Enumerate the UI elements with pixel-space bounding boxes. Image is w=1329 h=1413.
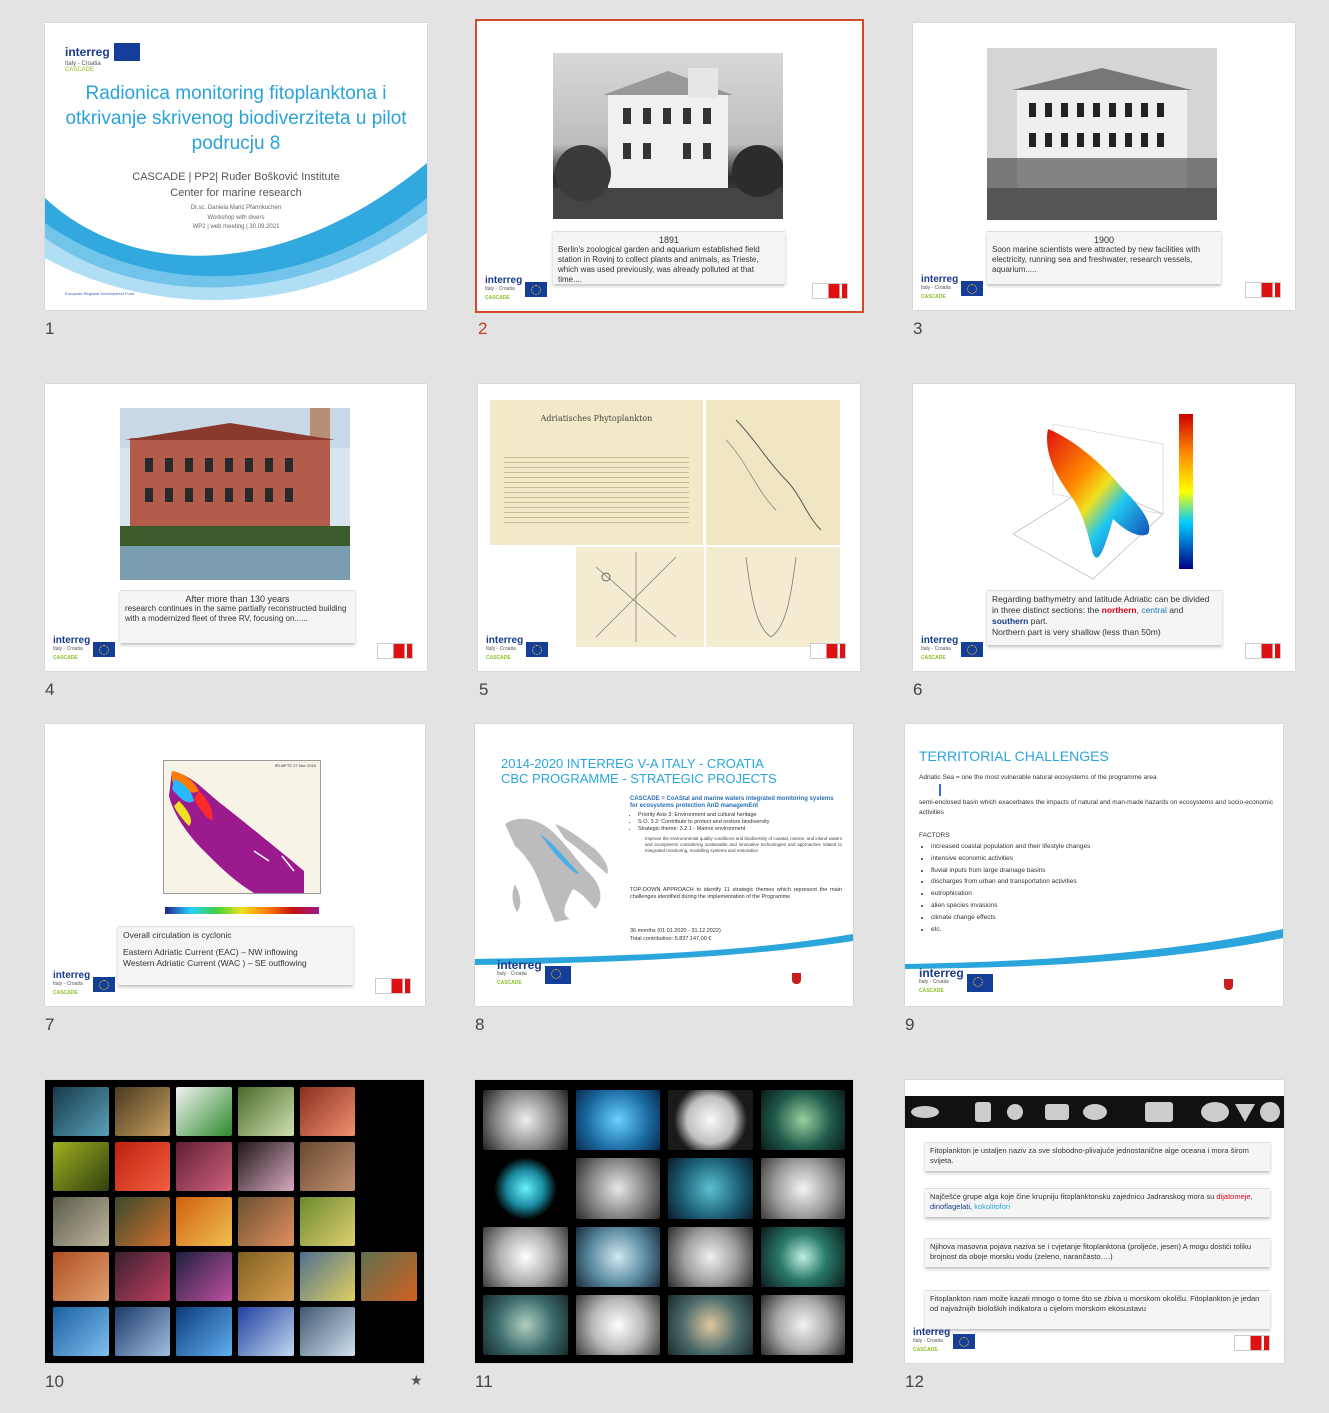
slide-thumbnail-3[interactable] bbox=[913, 23, 1295, 310]
slide-thumbnail-7[interactable] bbox=[45, 724, 425, 1006]
colorbar bbox=[1179, 414, 1193, 569]
rbi-logo-icon bbox=[812, 283, 848, 299]
body-text: Improve the environmental quality conditions and biodiversity of coastal, marine, and inland waters and ecosystems considering sustainable and innovative technologies and approaches related to integrated monitoring, modelling systems and restoration bbox=[645, 836, 842, 853]
coat-of-arms-icon bbox=[1224, 979, 1233, 990]
intro-line-2: semi-enclosed basin which exacerbates the impacts of natural and man-made hazards on ecosystems and socio-economic activities bbox=[919, 799, 1274, 816]
slide-title: TERRITORIAL CHALLENGES bbox=[919, 748, 1109, 764]
eu-flag-icon bbox=[525, 282, 547, 297]
text-box-3: Njihova masovna pojava naziva se i cvjetanje fitoplanktona (proljeće, jesen) A mogu dostići toliku brojnost da oboje morsku vodu (zeleno, narančasto….) bbox=[925, 1238, 1270, 1267]
photo-caption: 1891 Berlin's zoological garden and aquarium established field station in Rovinj to collect plants and animals, as Trieste, which was used previously, was already polluted at that time.... bbox=[553, 231, 785, 284]
eu-flag-icon bbox=[967, 974, 993, 992]
slide-thumbnail-1[interactable] bbox=[45, 23, 427, 310]
slide-thumbnail-6[interactable] bbox=[913, 384, 1295, 671]
slide-thumbnail-12[interactable] bbox=[905, 1080, 1284, 1363]
photo-caption: 1900 Soon marine scientists were attracted by new facilities with electricity, running sea and freshwater, research vessels, aquarium..... bbox=[987, 231, 1221, 284]
slide-number: 4 bbox=[45, 680, 55, 699]
slide-thumbnail-11[interactable] bbox=[475, 1080, 853, 1363]
interreg-logo: interreg Italy - Croatia CASCADE bbox=[53, 636, 115, 663]
wave-decoration bbox=[905, 924, 1283, 969]
project-title: CASCADE = CoAStal and marine waters integrated monitoring systems for ecosystems protection AnD managemEnt bbox=[630, 796, 834, 809]
slide-number: 1 bbox=[45, 319, 55, 338]
slide-caption: Regarding bathymetry and latitude Adriatic can be divided in three distinct sections: the northern, central and southern part. Northern part is very shallow (less than 50m) bbox=[987, 590, 1222, 645]
eu-flag-icon bbox=[114, 43, 140, 61]
institute-building-photo bbox=[120, 408, 350, 580]
slide-subtitle-2: Center for marine research bbox=[170, 187, 302, 199]
map-colorbar bbox=[165, 907, 319, 914]
sst-map: IRI-MFTC 27 Nov 2015 bbox=[163, 760, 321, 894]
slide-number: 9 bbox=[905, 1015, 915, 1034]
rbi-logo-icon bbox=[375, 978, 411, 994]
plankton-drawing-1 bbox=[576, 547, 704, 647]
text-block bbox=[504, 453, 689, 523]
eu-flag-icon bbox=[93, 642, 115, 657]
footer-text: European Regional Development Fund bbox=[65, 291, 135, 296]
rbi-logo-icon bbox=[1245, 643, 1281, 659]
slide-number: 11 bbox=[475, 1372, 493, 1391]
text-box-4: Fitoplankton nam može kazati mnogo o tome što se zbiva u morskom okolišu. Fitoplankton je jedan od najvažnijih bioloških indikatora u cijelom morskom ekosustavu bbox=[925, 1290, 1270, 1329]
slide-number: 5 bbox=[479, 680, 489, 699]
interreg-logo: interreg Italy - Croatia CASCADE bbox=[921, 636, 983, 663]
slide-number: 6 bbox=[913, 680, 923, 699]
interreg-logo: interreg Italy - Croatia CASCADE bbox=[921, 275, 983, 302]
interreg-logo: interreg Italy - Croatia CASCADE bbox=[919, 969, 993, 996]
slide-title: 2014-2020 INTERREG V-A ITALY - CROATIA bbox=[501, 756, 764, 771]
rbi-logo-icon bbox=[810, 643, 846, 659]
factors-list: • increased coastal population and their lifestyle changes • intensive economic activities • fluvial inputs from large drainage basins • discharges from urban and transportation activities • eutrophication • alien species invasions • climate change effects • etc. bbox=[919, 841, 1271, 935]
interreg-logo: interreg Italy - Croatia CASCADE bbox=[497, 961, 571, 988]
rbi-logo-icon bbox=[377, 643, 413, 659]
italy-croatia-map bbox=[495, 804, 625, 924]
slide-title-2: CBC PROGRAMME - STRATEGIC PROJECTS bbox=[501, 771, 777, 786]
duration: 36 months (01.01.2020 - 31.12.2022) bbox=[630, 928, 721, 934]
interreg-logo: interreg Italy - Croatia CASCADE bbox=[53, 971, 115, 998]
slide-number: 10 bbox=[45, 1372, 64, 1391]
slide-subtitle: CASCADE | PP2| Ruđer Bošković Institute bbox=[132, 171, 340, 183]
slide-thumbnail-10[interactable] bbox=[45, 1080, 424, 1363]
interreg-logo: interreg Italy - Croatia CASCADE bbox=[65, 43, 140, 73]
slide-thumbnail-5[interactable] bbox=[478, 384, 860, 671]
eu-flag-icon bbox=[953, 1334, 975, 1349]
bathymetry-3d-plot bbox=[1003, 404, 1273, 594]
slide-caption: Overall circulation is cyclonic Eastern Adriatic Current (EAC) – NW inflowing Western Adriatic Current (WAC ) – SE outflowing bbox=[118, 926, 353, 985]
event: Workshop with divers bbox=[207, 215, 265, 221]
approach-text: TOP-DOWN APPROACH to identify 11 strategic themes which represent the main challenges identified during the implementation of the Programme bbox=[630, 887, 842, 900]
plankton-drawing-2 bbox=[706, 547, 840, 647]
slide-thumbnail-4[interactable] bbox=[45, 384, 427, 671]
slide-number: 8 bbox=[475, 1015, 485, 1034]
interreg-logo: interreg Italy - Croatia CASCADE bbox=[485, 276, 547, 303]
animation-star-icon[interactable]: ★ bbox=[410, 1372, 423, 1388]
eu-flag-icon bbox=[961, 281, 983, 296]
plankton-strip-banner bbox=[905, 1096, 1284, 1128]
factors-label: FACTORS bbox=[919, 832, 950, 839]
rbi-logo-icon bbox=[1245, 282, 1281, 298]
meta: WP2 | web meeting | 30.09.2021 bbox=[192, 224, 280, 230]
eu-flag-icon bbox=[545, 966, 571, 984]
slide-thumbnail-2[interactable] bbox=[477, 21, 862, 311]
slide-title: Radionica monitoring fitoplanktona i otkrivanje skrivenog biodiverziteta u pilot podrucju 8 bbox=[65, 83, 407, 154]
total-contribution: Total contribution: 5.837.147,00 € bbox=[630, 936, 712, 942]
bullet-list: • Priority Axis 3: Environment and cultural heritage • S.O. 3.2: Contribute to protect and restore biodiversity • Strategic theme: 3.2.1 - Marine environment bbox=[630, 812, 850, 833]
building-photo-1900 bbox=[987, 48, 1217, 220]
rbi-logo-icon bbox=[1234, 1335, 1270, 1351]
marine-species-photo-grid bbox=[53, 1087, 417, 1356]
author: Dr.sc. Daniela Marić Pfannkuchen bbox=[190, 205, 282, 211]
slide-number: 2 bbox=[478, 319, 488, 338]
map-drawing bbox=[706, 400, 840, 545]
slide-number: 3 bbox=[913, 319, 923, 338]
intro-line: Adriatic Sea = one the most vulnerable natural ecosystems of the programme area bbox=[919, 774, 1157, 781]
text-box-2: Najčešće grupe alga koje čine krupniju fitoplanktonsku zajednicu Jadranskog mora su dijatomeje, dinoflagelati, kokolitofori bbox=[925, 1188, 1270, 1217]
photo-caption: After more than 130 years research continues in the same partially reconstructed building with a modernized fleet of three RV, focusing on...... bbox=[120, 590, 355, 643]
slide-thumbnail-8[interactable] bbox=[475, 724, 853, 1006]
interreg-logo: interreg Italy - Croatia CASCADE bbox=[486, 636, 548, 663]
down-arrow-icon bbox=[939, 784, 941, 796]
villa-photo-1891 bbox=[553, 53, 783, 219]
plankton-microscopy-grid bbox=[483, 1090, 845, 1355]
eu-flag-icon bbox=[961, 642, 983, 657]
coat-of-arms-icon bbox=[792, 973, 801, 984]
eu-flag-icon bbox=[526, 642, 548, 657]
slide-thumbnail-9[interactable] bbox=[905, 724, 1283, 1006]
eu-flag-icon bbox=[93, 977, 115, 992]
slide-number: 12 bbox=[905, 1372, 924, 1391]
slide-number: 7 bbox=[45, 1015, 55, 1034]
interreg-logo: interreg Italy - Croatia CASCADE bbox=[913, 1328, 975, 1355]
text-box-1: Fitoplankton je ustaljen naziv za sve slobodno-plivajuće jednostanične alge oceana i mora širom svijeta. bbox=[925, 1142, 1270, 1171]
historic-paper-page: Adriatisches Phytoplankton bbox=[490, 400, 703, 545]
